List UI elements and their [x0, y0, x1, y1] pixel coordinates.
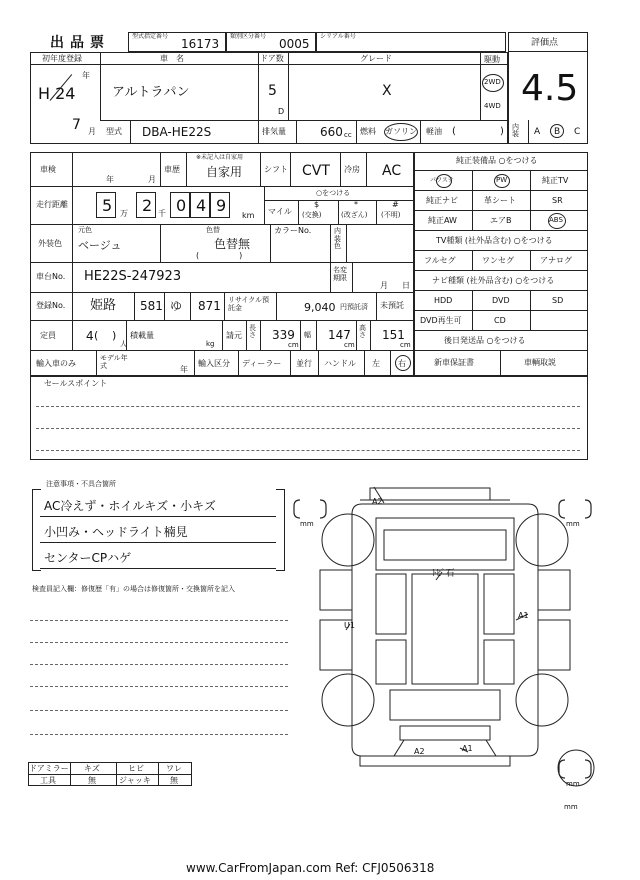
registration-label: 登録No.	[36, 301, 66, 310]
model-year-unit: 年	[180, 365, 188, 374]
interior-c: C	[574, 127, 581, 137]
damage-mark-rear-a1: A1	[462, 744, 473, 753]
wheel-front-left	[322, 514, 374, 566]
handle-right: 右	[398, 359, 406, 368]
width-label: 幅	[304, 331, 311, 339]
req-label: 請元	[226, 331, 242, 340]
rear-bumper	[360, 740, 510, 766]
fuel-paren-open: (	[452, 126, 456, 137]
damage-mark-front-a2: A2	[372, 497, 383, 506]
ac-label: 冷房	[344, 165, 360, 174]
chassis-value: HE22S-247923	[84, 269, 182, 284]
import-label: 輸入車のみ	[36, 359, 76, 368]
name-change-day-unit: 日	[402, 281, 410, 290]
later-docs-warranty: 新車保証書	[434, 358, 474, 367]
legend-h1: キズ	[84, 764, 100, 773]
import-parallel: 並行	[296, 359, 312, 368]
recycle-suffix: 円預託済	[340, 303, 368, 311]
car-body	[320, 504, 570, 756]
length-value: 339	[272, 328, 295, 342]
car-name-label: 車 名	[160, 54, 184, 63]
import-class-label: 輸入区分	[198, 359, 230, 368]
grade-label: グレード	[360, 54, 392, 63]
registration-kana: ゆ	[170, 299, 183, 313]
mileage-digit-2: 2	[136, 192, 156, 218]
history-note: ※未記入は自家用	[196, 154, 244, 161]
mileage-digit-3: 0	[170, 192, 190, 218]
color-current-value: 色替無	[214, 237, 251, 251]
width-value: 147	[328, 328, 351, 342]
chassis-label: 車台No.	[36, 272, 66, 281]
width-cm: cm	[344, 341, 355, 349]
mileage-dollar: $	[314, 200, 320, 209]
mileage-unit-sen: 千	[158, 209, 166, 218]
mileage-unknown: (不明)	[381, 211, 401, 219]
wheel-front-right	[516, 514, 568, 566]
interior-color-label: 内装色	[334, 227, 341, 251]
navi-title: ナビ種類 (社外品含む) ○をつける	[432, 276, 555, 285]
color-current-label: 色替	[206, 226, 220, 234]
displacement-label: 排気量	[262, 127, 286, 136]
car-name: アルトラパン	[112, 85, 190, 100]
legend-h3: ワレ	[166, 764, 182, 773]
length-label: 長さ	[249, 324, 256, 339]
tv-title: TV種類 (社外品含む) ○をつける	[436, 236, 553, 245]
note-line-1: AC冷えず・ホイルキズ・小キズ	[44, 499, 216, 513]
score-value: 4.5	[521, 68, 579, 109]
damage-mark-stone-chip: ﾄﾋﾞ石	[432, 569, 455, 579]
wheel-rear-right	[516, 674, 568, 726]
inspection-month-unit: 月	[148, 175, 156, 184]
navi-dvd-play: DVD再生可	[420, 316, 462, 325]
legend-v0: 工具	[40, 776, 56, 785]
mileage-asterisk: *	[354, 200, 358, 209]
interior-b: B	[554, 127, 561, 137]
registration-num2: 871	[198, 299, 221, 313]
mm-front-left: mm	[300, 520, 314, 528]
capacity-paren-close: )	[112, 329, 117, 342]
class-num-label: 類別区分番号	[230, 33, 267, 40]
mileage-km: km	[242, 211, 255, 220]
import-dealer: ディーラー	[242, 359, 282, 368]
later-docs-manual: 車輌取説	[524, 358, 556, 367]
damage-mark-rear-a2: A2	[414, 747, 425, 756]
equipment-title: 純正装備品 ○をつける	[456, 156, 538, 165]
equip-tv: 純正TV	[542, 176, 569, 185]
equip-pw: PW	[496, 176, 508, 184]
legend-h2: ヒビ	[128, 764, 144, 773]
name-change-month-unit: 月	[380, 281, 388, 290]
fuel-light: 軽油	[426, 127, 442, 136]
first-reg-month: 7	[72, 117, 81, 133]
tv-fullseg: フルセグ	[424, 256, 456, 265]
shift-value: CVT	[302, 163, 330, 179]
first-reg-year-unit: 年	[82, 71, 90, 80]
color-original-value: ベージュ	[78, 239, 122, 252]
notes-label: 注意事項・不具合箇所	[46, 480, 116, 488]
legend-v3: 無	[170, 776, 178, 785]
legend-v2: ジャッキ	[119, 776, 151, 785]
mileage-tampered: (改ざん)	[341, 211, 368, 219]
ac-value: AC	[382, 163, 402, 179]
load-kg: kg	[206, 340, 215, 348]
fuel-label: 燃料	[360, 127, 376, 136]
registration-num1: 581	[140, 299, 163, 313]
mm-spare: mm	[564, 803, 578, 811]
serial-label: シリアル番号	[320, 33, 356, 40]
navi-cd: CD	[494, 316, 506, 325]
equip-navi: 純正ナビ	[426, 196, 458, 205]
legend-v1: 無	[88, 776, 96, 785]
mileage-unit-man: 万	[120, 209, 128, 218]
score-label: 評価点	[531, 38, 559, 48]
recycle-value: 9,040	[304, 301, 336, 314]
wheel-rear-left	[322, 674, 374, 726]
type-num-value: 16173	[181, 37, 220, 51]
history-value: 自家用	[206, 165, 243, 179]
fuel-paren-close: )	[500, 126, 504, 137]
note-line-3: センターCPハゲ	[44, 551, 132, 565]
load-label: 積載量	[130, 331, 154, 340]
equip-aw: 純正AW	[428, 216, 457, 225]
equip-pw-steer: パワステ	[430, 177, 454, 184]
tire-brackets	[294, 497, 591, 778]
navi-dvd: DVD	[492, 296, 510, 305]
capacity-value: 4	[86, 329, 94, 343]
shift-label: シフト	[264, 165, 288, 174]
mileage-hash: #	[392, 200, 399, 209]
damage-mark-side-u1: U1	[344, 621, 355, 630]
sales-points-label: セールスポイント	[44, 379, 108, 388]
navi-hdd: HDD	[434, 296, 453, 305]
type-num-label: 型式指定番号	[132, 33, 169, 40]
grade-value: X	[382, 83, 392, 99]
registration-area: 姫路	[90, 298, 117, 313]
equip-sr: SR	[552, 196, 563, 205]
color-no-label: カラーNo.	[274, 226, 312, 235]
capacity-paren-open: (	[94, 329, 99, 342]
interior-label: 内装	[512, 123, 519, 138]
mileage-digit-5: 9	[210, 192, 230, 218]
height-label: 高さ	[359, 324, 366, 339]
later-docs-title: 後日発送品 ○をつける	[444, 336, 526, 345]
drive-4wd: 4WD	[484, 102, 501, 110]
recycle-label: リサイクル預託金	[228, 296, 270, 313]
color-original-label: 元色	[78, 226, 92, 234]
car-diagram	[280, 470, 610, 820]
color-label: 外装色	[38, 239, 62, 248]
mileage-meter-label: マイル	[268, 207, 292, 216]
history-label: 車歴	[164, 165, 180, 174]
equip-leather: 革シート	[484, 196, 516, 205]
damage-mark-side-a1: A1	[518, 611, 529, 620]
type-num-box	[128, 32, 226, 52]
fuel-gas: ガソリン	[385, 127, 417, 136]
displacement-cc: cc	[344, 131, 352, 139]
handle-left: 左	[372, 359, 380, 368]
footer-ref: www.CarFromJapan.com Ref: CFJ0506318	[186, 861, 435, 875]
mm-rear-right: mm	[566, 780, 580, 788]
equip-airbag: エアB	[490, 216, 512, 225]
inspector-label: 検査員記入欄：修復歴「有」の場合は修復箇所・交換箇所を記入	[32, 585, 235, 593]
capacity-person-unit: 人	[120, 340, 127, 348]
first-reg-label: 初年度登録	[42, 54, 82, 63]
height-value: 151	[382, 328, 405, 342]
equip-abs: ABS	[549, 216, 563, 224]
note-line-2: 小凹み・ヘッドライト楠見	[44, 525, 188, 539]
class-num-value: 0005	[279, 37, 310, 51]
class-num-box	[226, 32, 316, 52]
inspection-label: 車検	[40, 165, 56, 174]
sheet-title: 出品票	[50, 35, 110, 51]
mileage-digit-4: 4	[190, 192, 210, 218]
model-value: DBA-HE22S	[142, 125, 212, 139]
inspection-year-unit: 年	[106, 175, 114, 184]
first-reg-month-unit: 月	[88, 127, 96, 136]
notes-bracket	[32, 489, 41, 571]
mileage-circle-note: ○をつける	[316, 189, 351, 197]
recycle-unpaid: 未預託	[380, 301, 404, 310]
doors-value: 5	[268, 83, 277, 99]
color-paren: ( )	[196, 251, 243, 260]
legend-h0: ドアミラー	[29, 764, 69, 773]
first-reg-era-year: H 24	[38, 84, 76, 103]
mileage-label: 走行距離	[36, 200, 68, 209]
mileage-digit-1: 5	[96, 192, 116, 218]
model-label: 型式	[106, 127, 122, 136]
mm-front-right: mm	[566, 520, 580, 528]
handle-label: ハンドル	[324, 359, 356, 368]
doors-sub: D	[278, 107, 285, 116]
serial-box	[316, 32, 506, 52]
navi-sd: SD	[552, 296, 564, 305]
height-cm: cm	[400, 341, 411, 349]
model-year-label: モデル年式	[100, 354, 128, 371]
capacity-label: 定員	[40, 331, 56, 340]
sales-points-box	[30, 376, 588, 460]
name-change-label: 名変期限	[333, 266, 347, 283]
tv-analog: アナログ	[540, 256, 572, 265]
length-cm: cm	[288, 341, 299, 349]
interior-a: A	[534, 127, 541, 137]
mileage-exchange: (交換)	[302, 211, 322, 219]
drive-label: 駆動	[484, 55, 500, 64]
drive-2wd: 2WD	[484, 78, 501, 86]
tv-oneseg: ワンセグ	[482, 256, 514, 265]
doors-label: ドア数	[260, 54, 284, 63]
displacement-value: 660	[320, 125, 343, 139]
